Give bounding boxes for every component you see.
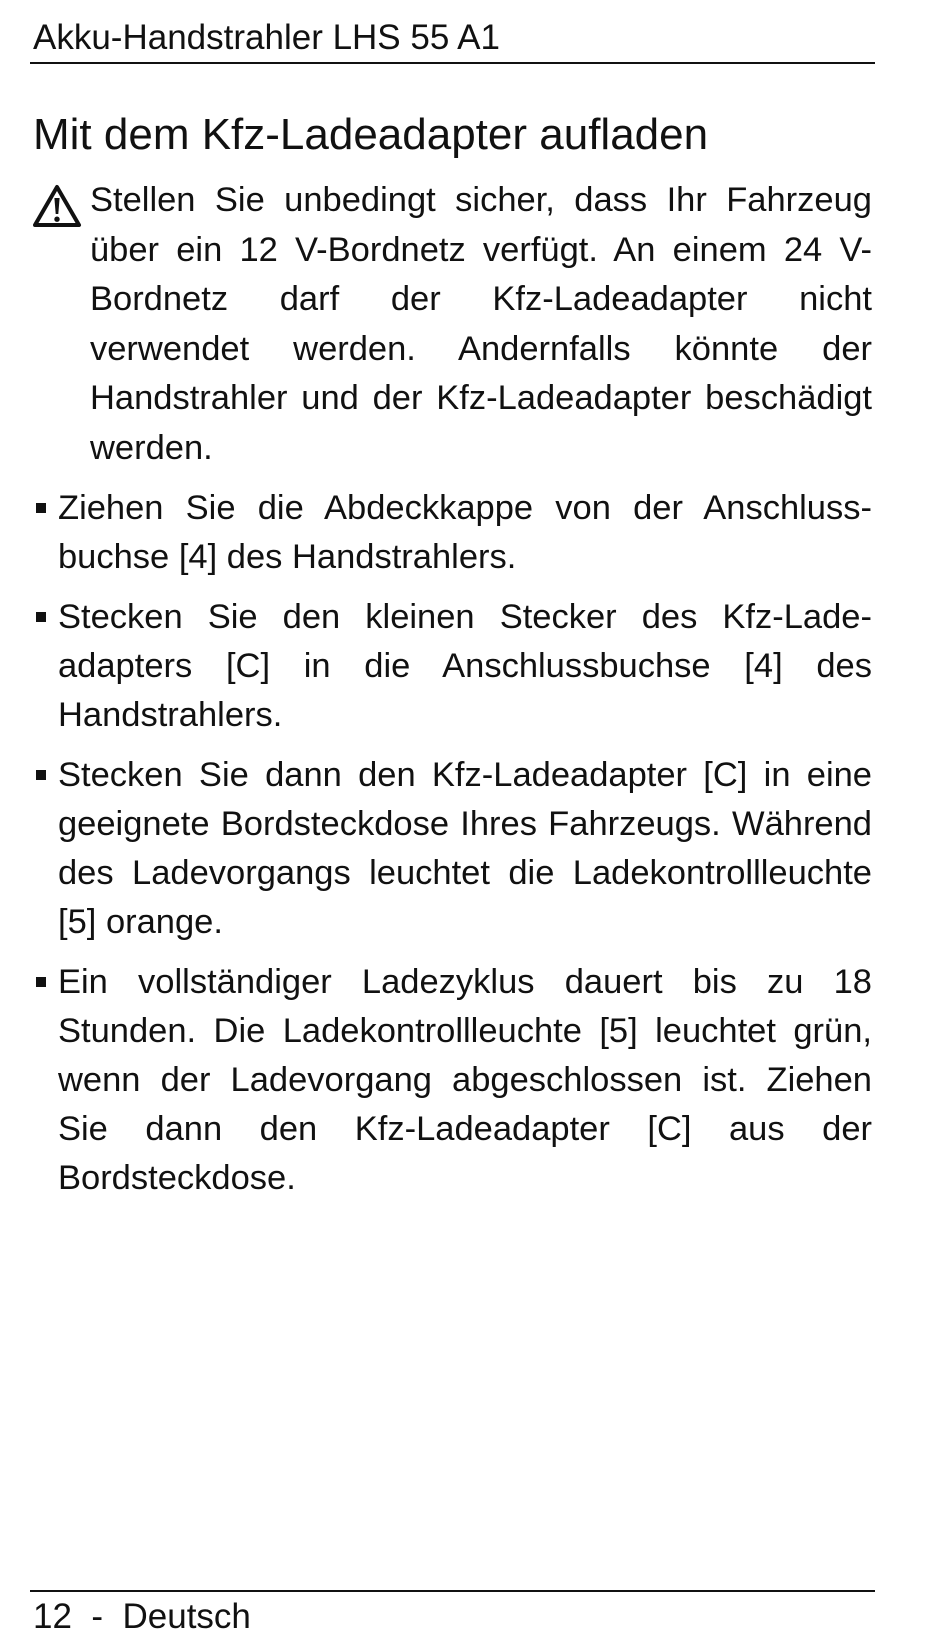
warning-triangle-icon xyxy=(32,184,82,228)
footer-language: Deutsch xyxy=(122,1597,251,1636)
square-bullet-icon xyxy=(36,612,46,622)
instruction-list xyxy=(30,484,872,1203)
step-text: Ein vollständiger Ladezyklus dauert bis zu 18 Stunden. Die Ladekontrollleuchte [5] leuchtet grün, wenn der Ladevorgang abgeschlossen ist. Ziehen Sie dann den Kfz-Ladeadapter [C] aus der Bordsteckdose. xyxy=(58,963,872,1197)
page-content xyxy=(30,105,872,1214)
page-header xyxy=(30,14,875,64)
step-text: Stecken Sie dann den Kfz-Ladeadapter [C] in eine geeignete Bordsteckdose Ihres Fahrzeugs. Während des Ladevorgangs leuchtet die Ladekontrollleuchte [5] orange. xyxy=(58,756,872,941)
page-footer xyxy=(30,1590,875,1641)
document-title: Akku-Handstrahler LHS 55 A1 xyxy=(33,18,500,57)
square-bullet-icon xyxy=(36,977,46,987)
warning-text: Stellen Sie unbedingt sicher, dass Ihr Fahrzeug über ein 12 V-Bordnetz verfügt. An einem 24 V-Bordnetz darf der Kfz-Ladeadapter nicht verwendet werden. Andernfalls könnte der Handstrahler und der Kfz-Ladeadapter beschädigt werden. xyxy=(90,181,872,467)
list-item xyxy=(30,593,872,740)
page-number: 12 xyxy=(33,1597,72,1636)
step-text: Ziehen Sie die Abdeckkappe von der Anschlussbuchse [4] des Handstrahlers. xyxy=(58,489,872,576)
list-item xyxy=(30,484,872,582)
square-bullet-icon xyxy=(36,503,46,513)
list-item xyxy=(30,958,872,1203)
step-text: Stecken Sie den kleinen Stecker des Kfz-Ladeadapters [C] in die Anschlussbuchse [4] des Handstrahlers. xyxy=(58,598,872,734)
footer-text xyxy=(33,1597,251,1637)
footer-separator: - xyxy=(91,1597,104,1636)
square-bullet-icon xyxy=(36,770,46,780)
warning-notice xyxy=(30,176,872,473)
list-item xyxy=(30,751,872,947)
section-title: Mit dem Kfz-Ladeadapter aufladen xyxy=(33,110,709,159)
